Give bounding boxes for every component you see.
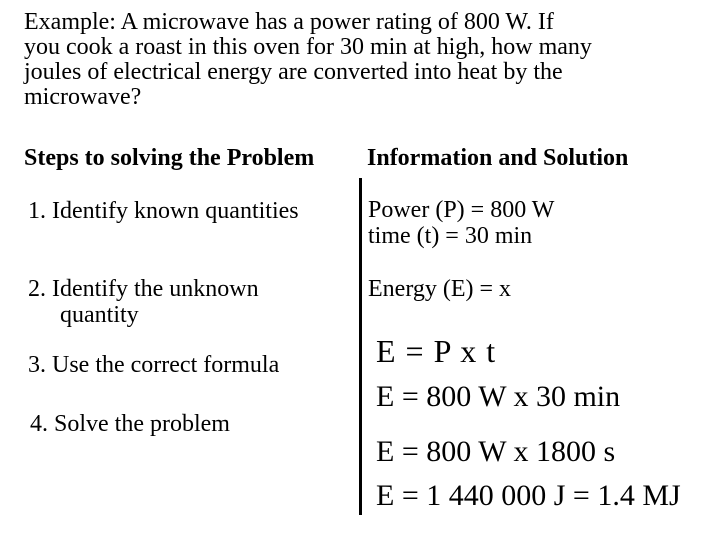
step-3 <box>28 352 279 378</box>
known-quantities <box>368 197 554 249</box>
step-1 <box>28 198 299 224</box>
step-text: 1. Identify known quantities <box>28 198 299 224</box>
problem-line: joules of electrical energy are converted into heat by the <box>24 59 563 85</box>
final-answer: E = 1 440 000 J = 1.4 MJ <box>376 479 681 512</box>
column-divider <box>359 178 362 515</box>
info-column-header: Information and Solution <box>367 145 629 171</box>
step-text: 2. Identify the unknown <box>28 276 259 302</box>
steps-column-header: Steps to solving the Problem <box>24 145 315 171</box>
step-text-continuation: quantity <box>60 302 139 328</box>
problem-line: microwave? <box>24 84 142 110</box>
substitution-minutes: E = 800 W x 30 min <box>376 380 621 413</box>
known-power: Power (P) = 800 W <box>368 197 555 223</box>
step-text: 3. Use the correct formula <box>28 352 280 378</box>
known-time: time (t) = 30 min <box>368 223 533 249</box>
substitution-seconds: E = 800 W x 1800 s <box>376 435 616 468</box>
problem-line: you cook a roast in this oven for 30 min at high, how many <box>24 34 592 60</box>
step-4 <box>30 411 230 437</box>
problem-statement <box>24 10 694 110</box>
step-2 <box>28 276 259 328</box>
step-text: 4. Solve the problem <box>30 411 230 437</box>
unknown-quantity: Energy (E) = x <box>368 276 512 302</box>
formula: E = P x t <box>376 333 497 369</box>
problem-line: Example: A microwave has a power rating of 800 W. If <box>24 9 554 35</box>
